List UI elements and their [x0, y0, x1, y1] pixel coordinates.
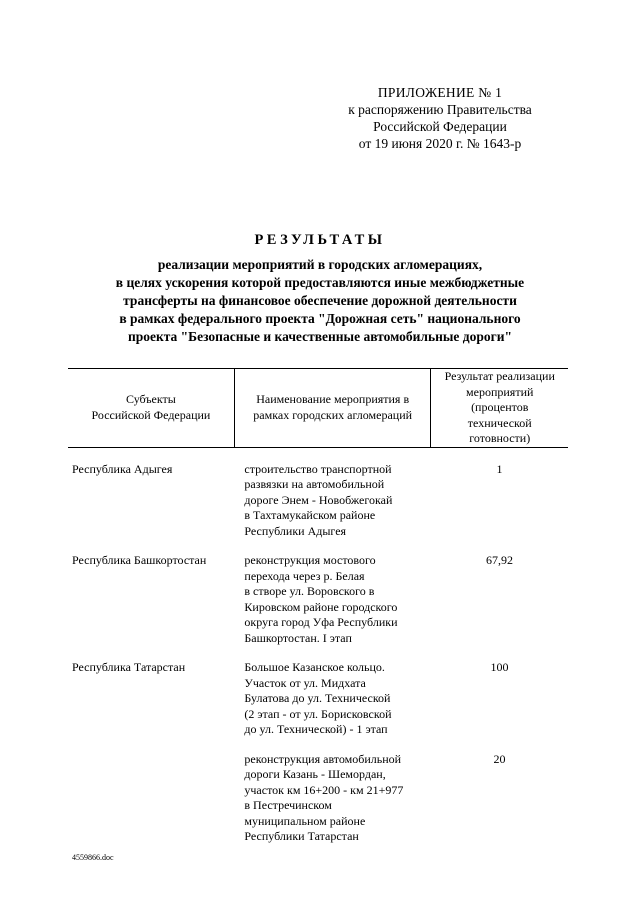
file-name-footer: 4559866.doc — [72, 853, 114, 862]
header-result — [431, 369, 568, 448]
cell-line: до ул. Технической) - 1 этап — [244, 722, 388, 736]
cell-line: в Пестречинском — [244, 798, 332, 812]
cell-line: Результат реализации — [444, 369, 555, 383]
cell-line: Кировском районе городского — [244, 599, 398, 614]
subtitle-line: реализации мероприятий в городских агломерациях, — [157, 257, 483, 272]
cell-line: в створе ул. Воровского в — [244, 584, 375, 598]
cell-line: строительство транспортной — [244, 461, 392, 476]
cell-value: 1 — [496, 461, 503, 476]
cell-line: Наименование мероприятия в — [256, 392, 410, 407]
cell-line: реконструкция автомобильной — [244, 751, 402, 766]
results-table — [68, 368, 568, 845]
cell-line: перехода через р. Белая — [244, 568, 365, 583]
appendix-line: Российской Федерации — [373, 119, 507, 134]
cell-line: участок км 16+200 - км 21+977 — [244, 782, 404, 797]
header-event — [234, 369, 431, 448]
cell-value: 67,92 — [485, 553, 513, 567]
appendix-date: от 19 июня 2020 г. № 1643-р — [358, 136, 522, 151]
cell-line: Субъекты — [126, 392, 176, 407]
cell-line: Участок от ул. Мидхата — [244, 675, 366, 690]
cell-line: Республика Татарстан — [72, 660, 186, 674]
cell-line: округа город Уфа Республики — [244, 615, 398, 629]
cell-line: мероприятий — [466, 384, 534, 399]
subtitle-line: в рамках федерального проекта "Дорожная сеть" национального — [119, 311, 521, 326]
cell-line: рамках городских агломераций — [253, 407, 413, 422]
document-subtitle — [40, 256, 600, 346]
cell-line: развязки на автомобильной — [244, 477, 385, 491]
cell-line: в Тахтамукайском районе — [244, 508, 376, 522]
cell-line: технической — [467, 415, 532, 430]
table-row — [68, 660, 568, 738]
cell-line: муниципальном районе — [244, 813, 366, 828]
cell-line: Республика Адыгея — [72, 461, 173, 476]
cell-line: Республики Адыгея — [244, 523, 347, 538]
cell-line: (2 этап - от ул. Борисковской — [244, 706, 392, 721]
cell-event — [234, 660, 431, 738]
appendix-block — [330, 84, 550, 152]
subtitle-line: трансферты на финансовое обеспечение дорожной деятельности — [123, 293, 517, 308]
cell-line: Булатова до ул. Технической — [244, 691, 391, 705]
cell-line: Российской Федерации — [91, 407, 211, 422]
table-row — [68, 462, 568, 540]
cell-event — [234, 462, 431, 540]
cell-region — [68, 462, 234, 540]
cell-value: 100 — [490, 660, 509, 674]
document-title: РЕЗУЛЬТАТЫ — [254, 232, 386, 248]
cell-line: готовности) — [469, 431, 531, 445]
cell-region — [68, 752, 234, 845]
cell-line: Республики Татарстан — [244, 829, 359, 843]
cell-line: Большое Казанское кольцо. — [244, 660, 385, 674]
appendix-line: к распоряжению Правительства — [348, 102, 532, 117]
cell-value: 20 — [493, 751, 506, 766]
cell-line: реконструкция мостового — [244, 553, 376, 567]
subtitle-line: проекта "Безопасные и качественные автомобильные дороги" — [127, 329, 513, 344]
table-row — [68, 553, 568, 646]
cell-line: дороге Энем - Новобжегокай — [244, 492, 393, 507]
table-row — [68, 752, 568, 845]
cell-region — [68, 660, 234, 738]
cell-region — [68, 553, 234, 646]
cell-line: Башкортостан. I этап — [244, 630, 352, 645]
cell-line: дороги Казань - Шемордан, — [244, 767, 386, 781]
cell-line: (процентов — [471, 400, 529, 414]
appendix-number: ПРИЛОЖЕНИЕ № 1 — [377, 85, 503, 100]
table-header-row — [68, 369, 568, 448]
cell-line: Республика Башкортостан — [72, 553, 207, 567]
subtitle-line: в целях ускорения которой предоставляются иные межбюджетные — [115, 275, 525, 290]
cell-event — [234, 752, 431, 845]
cell-event — [234, 553, 431, 646]
header-region — [68, 369, 234, 448]
